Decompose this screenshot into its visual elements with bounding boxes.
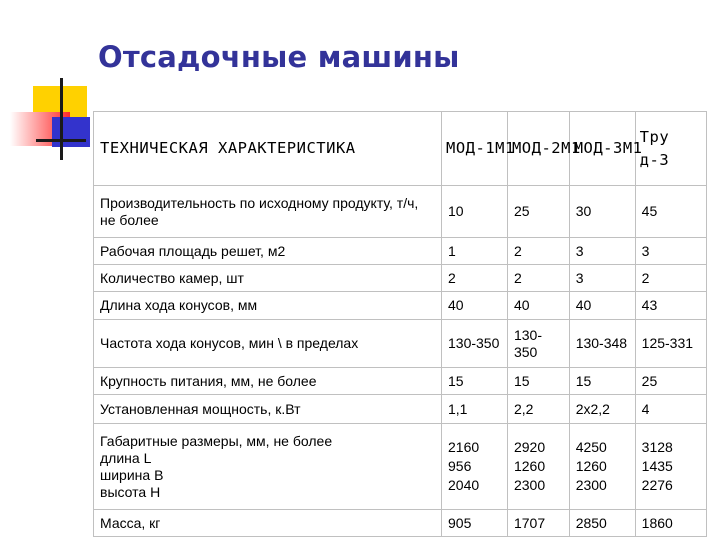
row-label: Длина хода конусов, мм [94,292,442,320]
cell-value: 3 [569,238,635,265]
cell-value: 43 [635,292,706,320]
cell-value: 130-350 [507,320,569,368]
table-row [94,265,707,292]
cell-value: 15 [442,368,508,395]
row-label: Крупность питания, мм, не более [94,368,442,395]
cell-value: 130-348 [569,320,635,368]
cell-value: 45 [635,186,706,238]
cell-value: 2,2 [507,395,569,424]
slide-title: Отсадочные машины [98,40,460,74]
cell-value: 4 [635,395,706,424]
decorative-vertical-line [60,78,63,160]
table-row [94,186,707,238]
cell-value: 30 [569,186,635,238]
row-label: Частота хода конусов, мин \ в пределах [94,320,442,368]
cell-value: 40 [569,292,635,320]
table-row [94,424,707,510]
row-label: Количество камер, шт [94,265,442,292]
row-label: Производительность по исходному продукту, т/ч, не более [94,186,442,238]
cell-value: 1,1 [442,395,508,424]
cell-value: 25 [507,186,569,238]
row-label: Рабочая площадь решет, м2 [94,238,442,265]
cell-value: 905 [442,510,508,537]
table-row [94,320,707,368]
cell-value: 25 [635,368,706,395]
cell-value: 2x2,2 [569,395,635,424]
header-model: МОД-2М1 [507,112,569,186]
header-characteristic: ТЕХНИЧЕСКАЯ ХАРАКТЕРИСТИКА [94,112,442,186]
cell-value: 4250 1260 2300 [569,424,635,510]
table-row [94,238,707,265]
cell-value: 2 [635,265,706,292]
cell-value: 2 [507,265,569,292]
cell-value: 3 [569,265,635,292]
cell-value: 2920 1260 2300 [507,424,569,510]
cell-value: 40 [442,292,508,320]
cell-value: 3128 1435 2276 [635,424,706,510]
decorative-blue-square [52,117,90,147]
cell-value: 2160 956 2040 [442,424,508,510]
decorative-horizontal-line [36,139,86,142]
header-model: Тру д-3 [635,112,706,186]
table-row [94,368,707,395]
table-row [94,292,707,320]
cell-value: 125-331 [635,320,706,368]
table-row [94,510,707,537]
cell-value: 3 [635,238,706,265]
table-header-row [94,112,707,186]
specifications-table [93,111,707,537]
row-label: Масса, кг [94,510,442,537]
header-model: МОД-3М1 [569,112,635,186]
table-row [94,395,707,424]
cell-value: 1 [442,238,508,265]
cell-value: 130-350 [442,320,508,368]
cell-value: 10 [442,186,508,238]
cell-value: 40 [507,292,569,320]
row-label: Установленная мощность, к.Вт [94,395,442,424]
cell-value: 2850 [569,510,635,537]
header-model: МОД-1М1 [442,112,508,186]
cell-value: 1860 [635,510,706,537]
cell-value: 2 [442,265,508,292]
cell-value: 15 [569,368,635,395]
cell-value: 2 [507,238,569,265]
row-label: Габаритные размеры, мм, не более длина L ширина B высота H [94,424,442,510]
cell-value: 1707 [507,510,569,537]
cell-value: 15 [507,368,569,395]
